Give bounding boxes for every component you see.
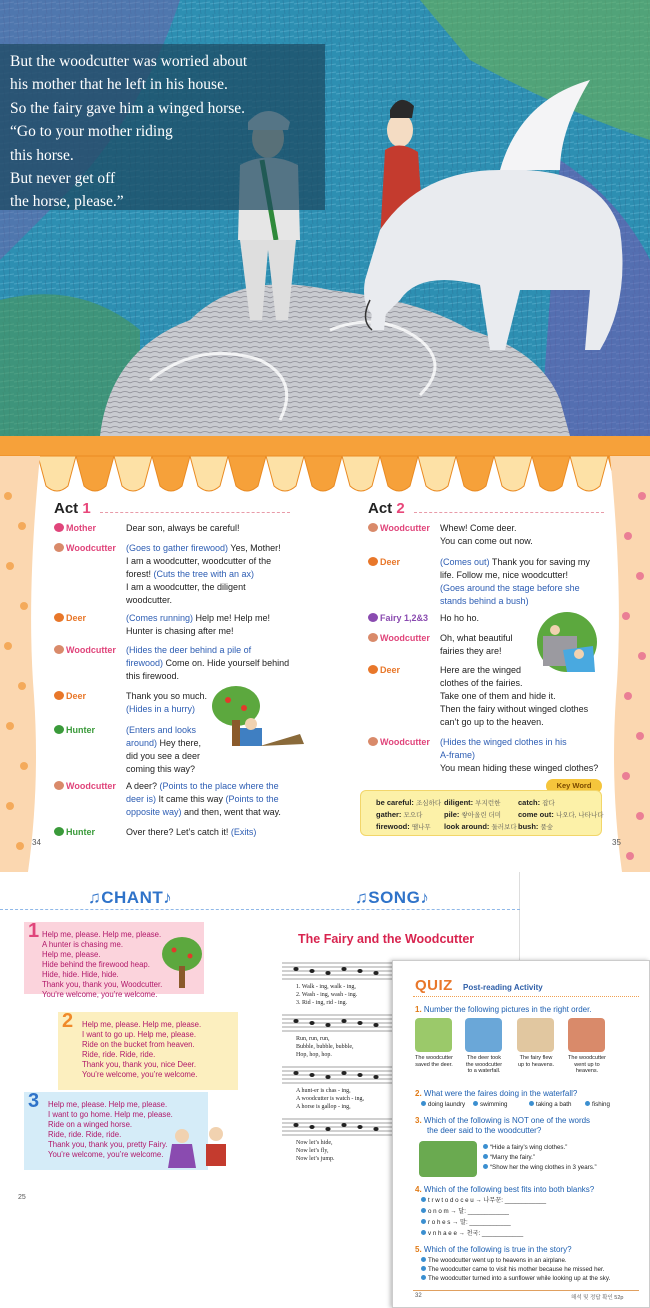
fairy-horse-illustration: [168, 1122, 232, 1170]
act2-title: Act 2: [368, 500, 405, 517]
dialogue-text: Here are the winged clothes of the fairies. Take one of them and hide it. Then the fairy without winged clothes can’t go up to the heaven.: [440, 665, 589, 727]
story-line: But never get off: [10, 170, 116, 188]
dialogue-text: Over there? Let’s catch it! (Exits): [126, 827, 257, 837]
lyric-block: Now let’s hide, Now let’s fly, Now let’s jump.: [296, 1140, 335, 1162]
chant-song-page: ♫CHANT♪ ♫SONG♪ 1 Help me, please. Help me, please. A hunter is chasing me. Help me, please. Hide behind the firewood heap. Hide, hide. Hide, hide. Thank you, thank you, Woodcutter. You’re welcome, you’re welcome. 2 Help me, please. Help me, please. I want to go up. Help me, please. Ride on the bucket from heaven. Ride, ride. Ride, ride. Thank you, thank you, nice Deer. You’re welcome, you’re welcome. 3 Help me, please. Help me, please. I want to go home. Help me, please. Ride on a winged horse. Ride, ride. Ride, ride. Thank you, thank you, pretty Fairy. You’re welcome, you’re welcome. 25 The Fairy and the Woodcutter 1. Walk - ing, walk - ing, 2. Wash - ing, wash - ing. 3. Rid - ing, rid - ing. Run, run, run, Bubble, bubble, bubble, Hop, hop, hop. A hunt-er is chas - ing, A woodcutter is watch - ing, A horse is gallop - ing, Now let’s hide, Now let’s fly, Now let’s jump.: [0, 872, 520, 1218]
q2-option[interactable]: taking a bath: [529, 1101, 571, 1109]
lyric-block: Run, run, run, Bubble, bubble, bubble, Hop, hop, hop.: [296, 1036, 354, 1058]
speaker-icon: [368, 557, 378, 566]
music-note-icon: ♪: [420, 888, 430, 907]
quiz-q4: 4. Which of the following best fits into both blanks?: [415, 1185, 595, 1194]
quiz-page-number: 32: [415, 1293, 422, 1299]
bullet-icon: [421, 1275, 426, 1280]
act2-divider: [414, 512, 604, 513]
bullet-icon: [421, 1101, 426, 1106]
speaker-icon: [54, 827, 64, 836]
speaker-name: Deer: [54, 690, 86, 703]
story-line: his mother that he left in his house.: [10, 76, 228, 94]
quiz-footer-rule: [413, 1290, 639, 1291]
q2-option[interactable]: fishing: [585, 1101, 610, 1109]
music-note-icon: ♫: [355, 888, 369, 907]
q4-option[interactable]: v n h a e e → 천국: ____________: [421, 1230, 523, 1238]
keyword-item: pile: 쌓아올린 더미: [444, 810, 501, 819]
curtain-right: [606, 456, 650, 872]
bullet-icon: [421, 1197, 426, 1202]
quiz-subtitle: Post-reading Activity: [463, 983, 543, 992]
dialogue-text: (Comes out) Thank you for saving my life. Follow me, nice woodcutter! (Goes around the stage before she stands behind a bush): [440, 557, 590, 606]
tree-illustration: [160, 936, 206, 990]
act1-title: Act 1: [54, 500, 91, 517]
speaker-name: Deer: [54, 612, 86, 625]
dialogue-text: Whew! Come deer. You can come out now.: [440, 523, 533, 546]
q3-option[interactable]: “Show her the wing clothes in 3 years.”: [483, 1164, 597, 1172]
dialogue-text: (Comes running) Help me! Help me! Hunter is chasing after me!: [126, 613, 271, 636]
dialogue-text: Ho ho ho.: [440, 613, 480, 623]
speaker-name: Hunter: [54, 826, 95, 839]
story-illustration: [0, 0, 650, 436]
speaker-name: Hunter: [54, 724, 95, 737]
lyric-block: A hunt-er is chas - ing, A woodcutter is watch - ing, A horse is gallop - ing,: [296, 1088, 364, 1110]
story-line: So the fairy gave him a winged horse.: [10, 99, 246, 117]
speaker-icon: [54, 613, 64, 622]
quiz-q2: 2. What were the faires doing in the waterfall?: [415, 1089, 578, 1098]
q1-picture-2[interactable]: [465, 1018, 502, 1052]
q4-option[interactable]: r o h e s → 말: ____________: [421, 1219, 511, 1227]
header-divider: [0, 909, 520, 910]
q4-option[interactable]: o n o m → 달: ____________: [421, 1208, 509, 1216]
speaker-icon: [54, 523, 64, 532]
lyric-block: 1. Walk - ing, walk - ing, 2. Wash - ing, wash - ing. 3. Rid - ing, rid - ing.: [296, 984, 358, 1006]
quiz-footer-note: 해석 및 정답 확인 52p: [571, 1295, 624, 1301]
quiz-title: QUIZ: [415, 977, 453, 994]
q2-option[interactable]: doing laundry: [421, 1101, 465, 1109]
q5-option[interactable]: The woodcutter went up to heavens in an airplane.: [421, 1257, 567, 1265]
q4-option[interactable]: t r w t o d o c e u → 나무꾼: ____________: [421, 1197, 546, 1205]
song-heading: ♫SONG♪: [355, 888, 430, 907]
keyword-item: catch: 잡다: [518, 798, 555, 807]
page-number-left: 34: [32, 838, 41, 847]
q1-caption: The woodcutter saved the deer.: [415, 1055, 453, 1068]
speaker-icon: [368, 523, 378, 532]
quiz-q3-cont: the deer said to the woodcutter?: [427, 1126, 542, 1135]
quiz-divider: [413, 996, 639, 997]
q1-picture-4[interactable]: [568, 1018, 605, 1052]
q5-option[interactable]: The woodcutter turned into a sunflower while looking up at the sky.: [421, 1275, 610, 1283]
act1-divider: [100, 512, 290, 513]
dialogue-text: Dear son, always be careful!: [126, 523, 240, 533]
speaker-name: Woodcutter: [54, 644, 116, 657]
dialogue-text: (Enters and looks around) Hey there, did you see a deer coming this way?: [126, 725, 202, 774]
q3-picture: [419, 1141, 477, 1177]
speaker-name: Woodcutter: [54, 542, 116, 555]
quiz-q5: 5. Which of the following is true in the story?: [415, 1245, 572, 1254]
bullet-icon: [421, 1230, 426, 1235]
speaker-icon: [368, 737, 378, 746]
speaker-name: Deer: [368, 556, 400, 569]
q1-picture-1[interactable]: [415, 1018, 452, 1052]
script-spread: [0, 436, 650, 872]
story-text-box: [0, 44, 325, 210]
quiz-page: [392, 960, 650, 1308]
bullet-icon: [483, 1144, 488, 1149]
speaker-icon: [54, 543, 64, 552]
keyword-item: bush: 풀숲: [518, 822, 554, 831]
dialogue-text: Thank you so much. (Hides in a hurry): [126, 691, 208, 714]
story-line: But the woodcutter was worried about: [10, 53, 248, 70]
keyword-tab: Key Word: [546, 779, 602, 793]
page-number-chant: 25: [18, 1194, 26, 1201]
dialogue-text: (Hides the winged clothes in his A-frame) You mean hiding these winged clothes?: [440, 737, 599, 773]
tree-woodcutter-illustration: [200, 684, 310, 754]
speaker-name: Woodcutter: [54, 780, 116, 793]
speaker-icon: [368, 613, 378, 622]
music-note-icon: ♪: [163, 888, 173, 907]
speaker-icon: [54, 691, 64, 700]
dialogue-text: Oh, what beautiful fairies they are!: [440, 633, 513, 656]
bullet-icon: [483, 1164, 488, 1169]
music-staff: [282, 1064, 392, 1086]
story-line: this horse.: [10, 146, 74, 164]
bullet-icon: [421, 1208, 426, 1213]
keyword-item: be careful: 조심하다: [376, 798, 442, 807]
story-line: “Go to your mother riding: [10, 123, 173, 141]
q5-option[interactable]: The woodcutter came to visit his mother because he missed her.: [421, 1266, 604, 1274]
dialogue-text: (Hides the deer behind a pile of firewood) Come on. Hide yourself behind this firewood.: [126, 645, 290, 681]
q2-option[interactable]: swimming: [473, 1101, 508, 1109]
curtain-valance: [0, 436, 650, 498]
music-note-icon: ♫: [88, 888, 102, 907]
speaker-name: Fairy 1,2&3: [368, 612, 428, 625]
story-line: the horse, please.”: [10, 193, 124, 211]
song-title: The Fairy and the Woodcutter: [298, 932, 475, 946]
bullet-icon: [483, 1154, 488, 1159]
bullet-icon: [585, 1101, 590, 1106]
speaker-name: Mother: [54, 522, 96, 535]
keyword-item: gather: 모으다: [376, 810, 423, 819]
page-number-right: 35: [612, 838, 621, 847]
speaker-icon: [54, 725, 64, 734]
dialogue-text: (Goes to gather firewood) Yes, Mother! I am a woodcutter, woodcutter of the forest! (Cuts the tree with an ax) I am a woodcutter, the diligent woodcutter.: [126, 543, 281, 605]
keyword-item: come out: 나오다, 나타나다: [518, 810, 604, 819]
keyword-item: firewood: 땔나무: [376, 822, 431, 831]
speaker-icon: [54, 645, 64, 654]
speaker-name: Deer: [368, 664, 400, 677]
keyword-item: diligent: 부지런한: [444, 798, 501, 807]
music-staff: [282, 1012, 392, 1034]
q1-caption: The fairy flew up to heavens.: [517, 1055, 555, 1068]
bullet-icon: [421, 1257, 426, 1262]
speaker-icon: [368, 633, 378, 642]
speaker-icon: [368, 665, 378, 674]
dialogue-text: A deer? (Points to the place where the deer is) It came this way (Points to the opposite way) and then, went that way.: [126, 781, 281, 817]
speaker-icon: [54, 781, 64, 790]
bullet-icon: [421, 1219, 426, 1224]
curtain-left: [0, 456, 44, 872]
music-staff: [282, 960, 392, 982]
speaker-name: Woodcutter: [368, 632, 430, 645]
keyword-item: look around: 둘러보다: [444, 822, 517, 831]
q3-option[interactable]: “Marry the fairy.”: [483, 1154, 535, 1162]
q3-option[interactable]: “Hide a fairy’s wing clothes.”: [483, 1144, 567, 1152]
q1-caption: The woodcutter went up to heavens.: [568, 1055, 606, 1074]
speaker-name: Woodcutter: [368, 522, 430, 535]
bullet-icon: [529, 1101, 534, 1106]
fairies-waterfall-illustration: [533, 606, 601, 676]
bullet-icon: [473, 1101, 478, 1106]
chant-heading: ♫CHANT♪: [88, 888, 173, 907]
workbook-spread: [0, 872, 650, 1308]
speaker-name: Woodcutter: [368, 736, 430, 749]
q1-caption: The deer took the woodcutter to a waterfall.: [465, 1055, 503, 1074]
q1-picture-3[interactable]: [517, 1018, 554, 1052]
quiz-q3: 3. Which of the following is NOT one of the words: [415, 1116, 591, 1125]
quiz-q1: 1. Number the following pictures in the right order.: [415, 1005, 592, 1014]
bullet-icon: [421, 1266, 426, 1271]
music-staff: [282, 1116, 392, 1138]
